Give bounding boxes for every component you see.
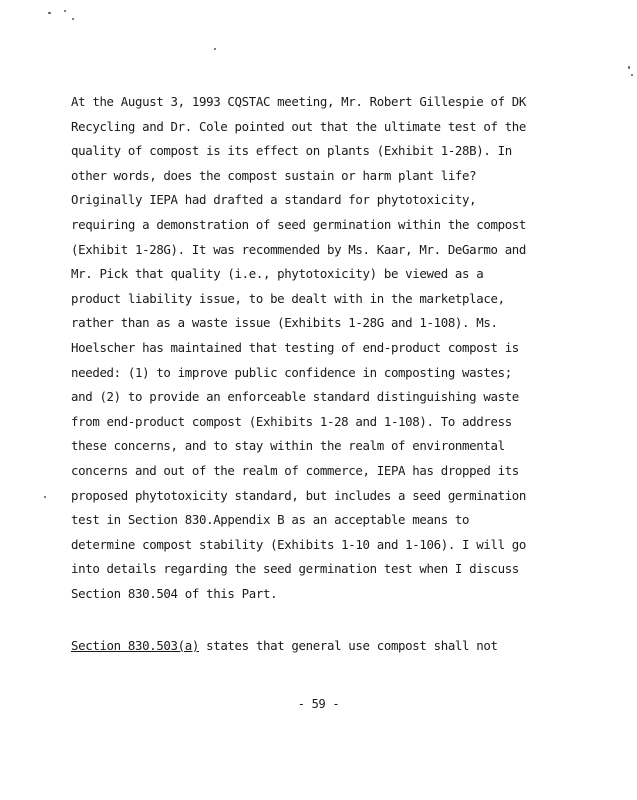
text-line: Originally IEPA had drafted a standard for phytotoxicity, (71, 192, 477, 208)
text-line: proposed phytotoxicity standard, but includes a seed germination (71, 487, 527, 503)
text-line: At the August 3, 1993 CQSTAC meeting, Mr. Robert Gillespie of DK (71, 94, 527, 109)
text-line: these concerns, and to stay within the realm of environmental (71, 438, 505, 454)
page-number: - 59 - (297, 697, 340, 711)
line-text: states that general use compost shall not (198, 638, 498, 653)
scan-speck (64, 10, 66, 12)
text-line: quality of compost is its effect on plants (Exhibit 1-28B). In (71, 143, 512, 159)
text-line: rather than as a waste issue (Exhibits 1-28G and 1-108). Ms. (71, 315, 498, 331)
scan-speck (214, 48, 216, 50)
scan-speck (44, 496, 46, 498)
text-line: other words, does the compost sustain or harm plant life? (71, 167, 477, 183)
scan-speck (631, 74, 633, 76)
body-paragraph (71, 634, 571, 659)
text-line: from end-product compost (Exhibits 1-28 and 1-108). To address (71, 413, 512, 429)
scan-speck (72, 18, 74, 20)
text-line: Hoelscher has maintained that testing of end-product compost is (71, 339, 519, 355)
text-line: Section 830.504 of this Part. (71, 585, 278, 601)
text-line: test in Section 830.Appendix B as an acceptable means to (71, 512, 470, 528)
scan-speck (628, 66, 630, 69)
text-line (71, 634, 571, 659)
text-line: requiring a demonstration of seed germination within the compost (71, 216, 527, 232)
scan-speck (48, 12, 51, 14)
text-line: into details regarding the seed germination test when I discuss (71, 561, 519, 577)
text-line: needed: (1) to improve public confidence in composting wastes; (71, 364, 512, 380)
text-line: concerns and out of the realm of commerce, IEPA has dropped its (71, 462, 519, 478)
text-line: Mr. Pick that quality (i.e., phytotoxicity) be viewed as a (71, 266, 484, 282)
text-line: Recycling and Dr. Cole pointed out that the ultimate test of the (71, 118, 527, 134)
text-line: product liability issue, to be dealt with in the marketplace, (71, 290, 505, 306)
text-line: (Exhibit 1-28G). It was recommended by Ms. Kaar, Mr. DeGarmo and (71, 241, 527, 257)
text-line: determine compost stability (Exhibits 1-10 and 1-106). I will go (71, 536, 527, 552)
section-reference: Section 830.503(a) (71, 638, 199, 653)
text-line: and (2) to provide an enforceable standard distinguishing waste (71, 389, 519, 405)
body-paragraph (71, 90, 571, 606)
